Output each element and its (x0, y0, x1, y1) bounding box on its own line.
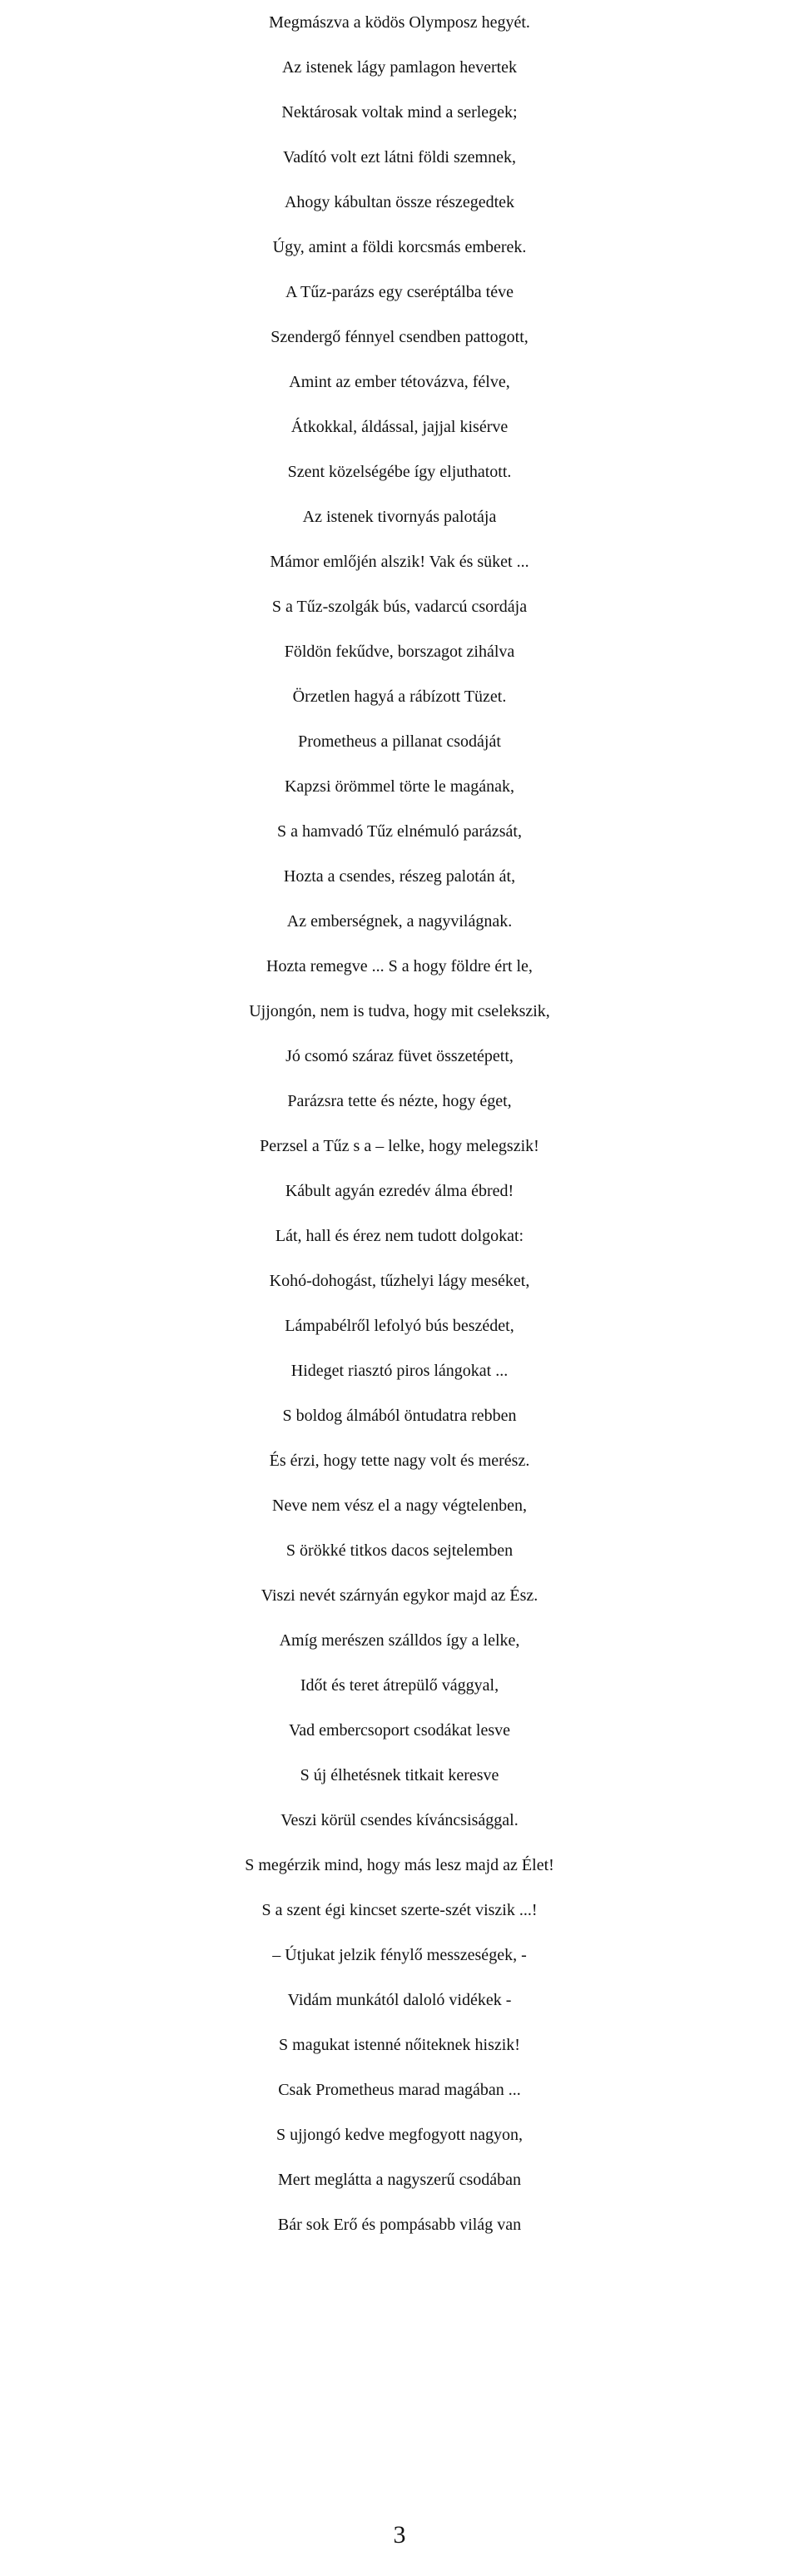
poem-line: S magukat istenné nőiteknek hiszik! (279, 2036, 520, 2054)
poem-line: Ujjongón, nem is tudva, hogy mit cselekszik, (249, 1002, 550, 1020)
poem-line: Az istenek lágy pamlagon hevertek (281, 58, 518, 77)
poem-line: Prometheus a pillanat csodáját (298, 732, 501, 751)
poem-line: Jó csomó száraz füvet összetépett, (285, 1047, 514, 1065)
poem-line: Nektárosak voltak mind a serlegek; (281, 103, 518, 122)
poem-line: Szent közelségébe így eljuthatott. (287, 463, 512, 481)
poem-line: Örzetlen hagyá a rábízott Tüzet. (292, 687, 507, 706)
poem-line: – Útjukat jelzik fénylő messzeségek, - (272, 1946, 527, 1964)
poem-line: Amint az ember tétovázva, félve, (289, 373, 510, 391)
poem-line: Mámor emlőjén alszik! Vak és süket ... (270, 553, 529, 571)
poem-line: Parázsra tette és nézte, hogy éget, (287, 1092, 512, 1110)
poem-line: Vadító volt ezt látni földi szemnek, (283, 148, 516, 166)
poem-line: S örökké titkos dacos sejtelemben (285, 1541, 514, 1560)
poem-line: Viszi nevét szárnyán egykor majd az Ész. (261, 1586, 538, 1605)
page-number: 3 (393, 2521, 406, 2549)
poem-line: Neve nem vész el a nagy végtelenben, (272, 1496, 527, 1515)
poem-line: Mert meglátta a nagyszerű csodában (277, 2171, 522, 2189)
poem-line: Az istenek tivornyás palotája (302, 508, 497, 526)
poem-line: Vidám munkától daloló vidékek - (287, 1991, 512, 2009)
poem-line: Földön fekűdve, borszagot zihálva (284, 643, 515, 661)
poem-line: Kohó-dohogást, tűzhelyi lágy meséket, (269, 1272, 530, 1290)
poem-line: S boldog álmából öntudatra rebben (282, 1407, 517, 1425)
poem-line: Csak Prometheus marad magában ... (278, 2081, 521, 2099)
poem-line: Átkokkal, áldással, jajjal kisérve (290, 418, 509, 436)
poem-line: S a hamvadó Tűz elnémuló parázsát, (277, 822, 522, 841)
poem-line: Lát, hall és érez nem tudott dolgokat: (275, 1227, 524, 1245)
poem-line: Vad embercsoport csodákat lesve (288, 1721, 510, 1740)
poem-line: Hozta a csendes, részeg palotán át, (283, 867, 516, 886)
poem-line: Veszi körül csendes kíváncsisággal. (280, 1811, 519, 1829)
poem-line: A Tűz-parázs egy cseréptálba téve (285, 283, 514, 301)
poem-line: Időt és teret átrepülő vággyal, (300, 1676, 499, 1695)
poem-line: Lámpabélről lefolyó bús beszédet, (285, 1317, 514, 1335)
poem-line: Kábult agyán ezredév álma ébred! (285, 1182, 514, 1200)
poem-line: Bár sok Erő és pompásabb világ van (277, 2216, 522, 2234)
poem-line: S megérzik mind, hogy más lesz majd az Élet! (245, 1856, 554, 1874)
poem-line: Kapzsi örömmel törte le magának, (284, 777, 514, 796)
poem-line: S a szent égi kincset szerte-szét viszik ...! (261, 1901, 538, 1919)
poem-line: Úgy, amint a földi korcsmás emberek. (272, 238, 527, 256)
poem-line: S a Tűz-szolgák bús, vadarcú csordája (271, 598, 528, 616)
poem-line: Ahogy kábultan össze részegedtek (284, 193, 514, 211)
poem-line: S új élhetésnek titkait keresve (300, 1766, 499, 1784)
poem-line: Szendergő fénnyel csendben pattogott, (270, 328, 529, 346)
poem-line: Amíg merészen szálldos így a lelke, (279, 1631, 520, 1650)
poem-line: Hideget riasztó piros lángokat ... (290, 1362, 509, 1380)
poem-line: Megmászva a ködös Olymposz hegyét. (269, 13, 530, 32)
poem-line: És érzi, hogy tette nagy volt és merész. (269, 1452, 530, 1470)
poem-line: Hozta remegve ... S a hogy földre ért le, (266, 957, 533, 975)
poem-line: Az emberségnek, a nagyvilágnak. (286, 912, 513, 931)
poem-line: Perzsel a Tűz s a – lelke, hogy melegszik! (260, 1137, 539, 1155)
poem-line: S ujjongó kedve megfogyott nagyon, (275, 2126, 524, 2144)
